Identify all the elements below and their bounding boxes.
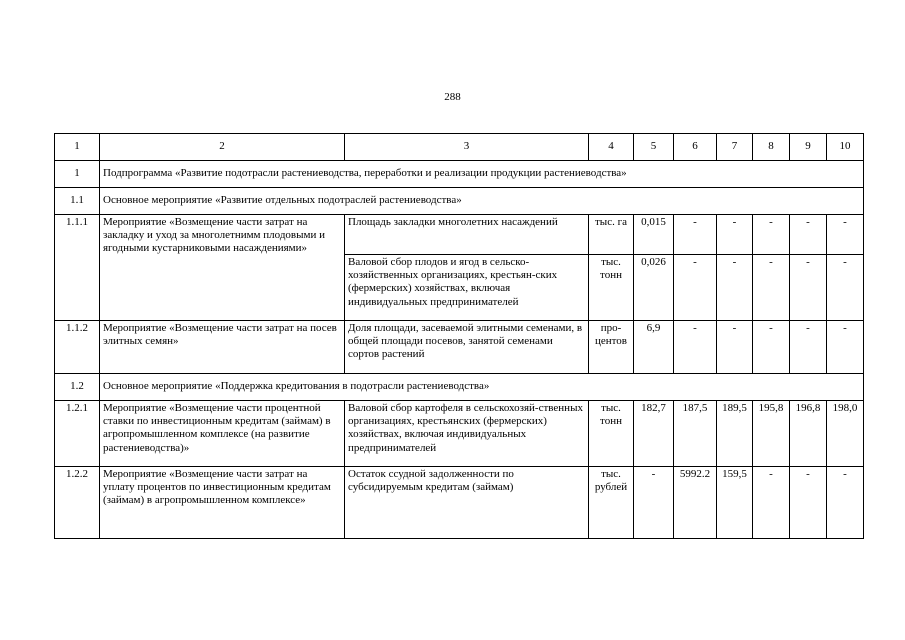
value-cell-10: - bbox=[827, 215, 864, 255]
header-cell-5: 5 bbox=[634, 134, 674, 161]
value-cell-7: 159,5 bbox=[717, 467, 753, 539]
row-number: 1.1.2 bbox=[55, 321, 100, 374]
page-number: 288 bbox=[444, 91, 461, 103]
unit-cell: тыс. га bbox=[589, 215, 634, 255]
value-cell-5: - bbox=[634, 467, 674, 539]
value-cell-9: - bbox=[790, 467, 827, 539]
header-cell-1: 1 bbox=[55, 134, 100, 161]
header-cell-7: 7 bbox=[717, 134, 753, 161]
header-cell-9: 9 bbox=[790, 134, 827, 161]
value-cell-8: - bbox=[753, 215, 790, 255]
table-row-1-1-1-a bbox=[55, 215, 864, 255]
table-row-1-2-1 bbox=[55, 401, 864, 467]
indicator-cell: Доля площади, засеваемой элитными семенами, в общей площади посевов, занятой семенами сортов растений bbox=[345, 321, 589, 374]
value-cell-9: 196,8 bbox=[790, 401, 827, 467]
row-number: 1.2 bbox=[55, 374, 100, 401]
value-cell-10: - bbox=[827, 467, 864, 539]
row-number: 1.1 bbox=[55, 188, 100, 215]
table-row-1-2-2 bbox=[55, 467, 864, 539]
row-number: 1 bbox=[55, 161, 100, 188]
value-cell-5: 182,7 bbox=[634, 401, 674, 467]
section-row-1-2 bbox=[55, 374, 864, 401]
header-cell-3: 3 bbox=[345, 134, 589, 161]
unit-cell: тыс. тонн bbox=[589, 255, 634, 321]
value-cell-7: - bbox=[717, 255, 753, 321]
indicators-table bbox=[54, 133, 864, 539]
indicator-cell: Валовой сбор плодов и ягод в сельско-хозяйственных организациях, крестьян-ских (фермерских) хозяйствах, включая индивидуальных предпринимателей bbox=[345, 255, 589, 321]
subprogram-row bbox=[55, 161, 864, 188]
value-cell-6: - bbox=[674, 215, 717, 255]
unit-cell: тыс. тонн bbox=[589, 401, 634, 467]
indicator-cell: Остаток ссудной задолженности по субсидируемым кредитам (займам) bbox=[345, 467, 589, 539]
header-cell-6: 6 bbox=[674, 134, 717, 161]
header-row bbox=[55, 134, 864, 161]
value-cell-8: - bbox=[753, 467, 790, 539]
section-title: Основное мероприятие «Поддержка кредитования в подотрасли растениеводства» bbox=[100, 374, 864, 401]
value-cell-6: - bbox=[674, 321, 717, 374]
measure-cell: Мероприятие «Возмещение части затрат на закладку и уход за многолетнимм плодовыми и ягодными кустарниковыми насаждениями» bbox=[100, 215, 345, 321]
value-cell-7: - bbox=[717, 321, 753, 374]
unit-cell: тыс. рублей bbox=[589, 467, 634, 539]
value-cell-10: - bbox=[827, 321, 864, 374]
value-cell-10: 198,0 bbox=[827, 401, 864, 467]
value-cell-9: - bbox=[790, 255, 827, 321]
value-cell-6: 187,5 bbox=[674, 401, 717, 467]
unit-cell: про-центов bbox=[589, 321, 634, 374]
value-cell-8: 195,8 bbox=[753, 401, 790, 467]
value-cell-5: 0,015 bbox=[634, 215, 674, 255]
indicator-cell: Площадь закладки многолетних насаждений bbox=[345, 215, 589, 255]
section-title: Основное мероприятие «Развитие отдельных подотраслей растениеводства» bbox=[100, 188, 864, 215]
indicator-cell: Валовой сбор картофеля в сельскохозяй-ственных организациях, крестьянских (фермерских) хозяйствах, включая индивидуальных предпринимателей bbox=[345, 401, 589, 467]
header-cell-8: 8 bbox=[753, 134, 790, 161]
value-cell-6: - bbox=[674, 255, 717, 321]
value-cell-9: - bbox=[790, 321, 827, 374]
row-number: 1.1.1 bbox=[55, 215, 100, 321]
header-cell-10: 10 bbox=[827, 134, 864, 161]
measure-cell: Мероприятие «Возмещение части затрат на уплату процентов по инвестиционным кредитам (займам) в агропромышленном комплексе» bbox=[100, 467, 345, 539]
row-number: 1.2.2 bbox=[55, 467, 100, 539]
subprogram-title: Подпрограмма «Развитие подотрасли растениеводства, переработки и реализации продукции растениеводства» bbox=[100, 161, 864, 188]
value-cell-8: - bbox=[753, 321, 790, 374]
value-cell-6: 5992.2 bbox=[674, 467, 717, 539]
measure-cell: Мероприятие «Возмещение части процентной ставки по инвестиционным кредитам (займам) в агропромышленном комплексе (на развитие растениеводства)» bbox=[100, 401, 345, 467]
value-cell-10: - bbox=[827, 255, 864, 321]
measure-cell: Мероприятие «Возмещение части затрат на посев элитных семян» bbox=[100, 321, 345, 374]
section-row-1-1 bbox=[55, 188, 864, 215]
header-cell-2: 2 bbox=[100, 134, 345, 161]
header-cell-4: 4 bbox=[589, 134, 634, 161]
value-cell-8: - bbox=[753, 255, 790, 321]
table-row-1-1-2 bbox=[55, 321, 864, 374]
value-cell-7: - bbox=[717, 215, 753, 255]
value-cell-5: 6,9 bbox=[634, 321, 674, 374]
value-cell-9: - bbox=[790, 215, 827, 255]
value-cell-7: 189,5 bbox=[717, 401, 753, 467]
value-cell-5: 0,026 bbox=[634, 255, 674, 321]
row-number: 1.2.1 bbox=[55, 401, 100, 467]
